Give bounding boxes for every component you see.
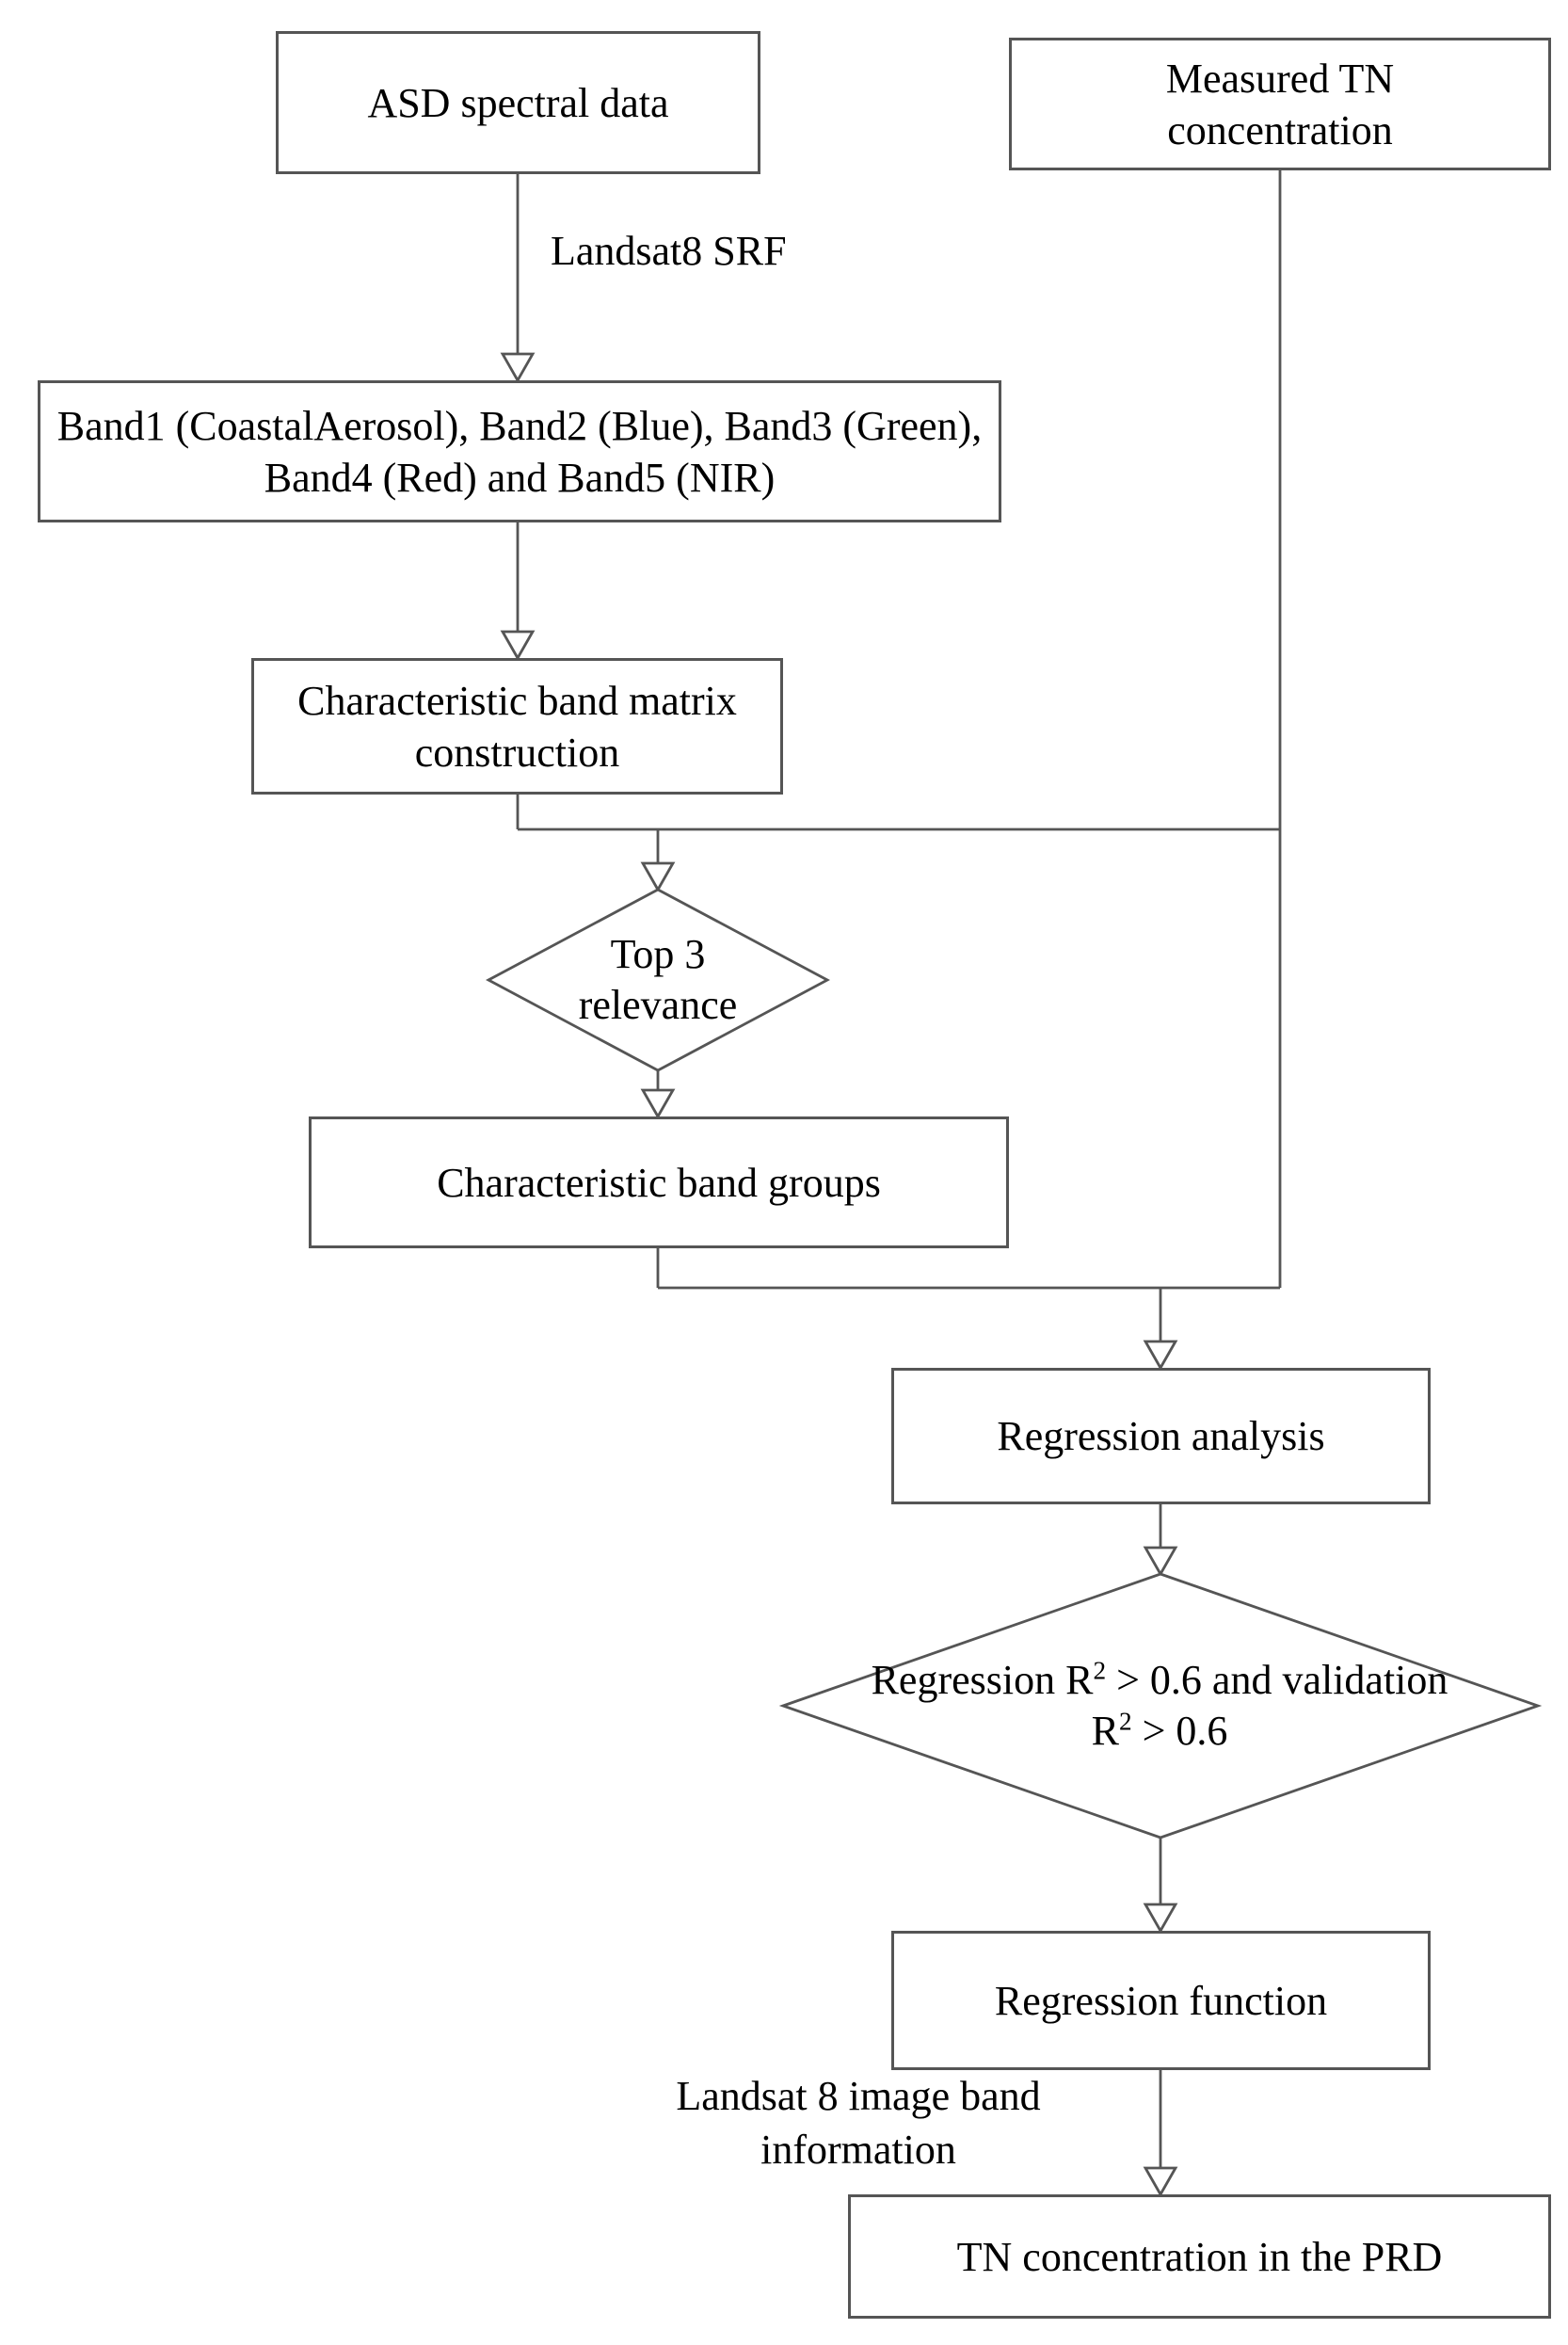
decision-regression-threshold-label: Regression $R^2 > 0.6$ and validation $R^2 > 0.6$ xyxy=(871,1656,1448,1754)
node-characteristic-band-matrix-label: Characteristic band matrix construction xyxy=(297,677,737,776)
arrowhead-regression xyxy=(1145,1341,1176,1368)
edge-label-landsat-srf xyxy=(551,224,787,278)
node-characteristic-band-matrix xyxy=(251,658,783,795)
node-characteristic-band-groups-label: Characteristic band groups xyxy=(437,1159,881,1206)
node-measured-tn xyxy=(1009,38,1551,170)
arrowhead-function xyxy=(1145,1904,1176,1931)
arrowhead-matrix xyxy=(503,632,533,658)
node-band-list-label: Band1 (CoastalAerosol), Band2 (Blue), Band3 (Green), Band4 (Red) and Band5 (NIR) xyxy=(56,402,983,501)
node-regression-analysis-label: Regression analysis xyxy=(997,1413,1325,1459)
node-regression-function-label: Regression function xyxy=(994,1977,1328,2024)
node-characteristic-band-groups xyxy=(309,1116,1009,1248)
edge-label-landsat-band-info-text: Landsat 8 image band information xyxy=(676,2073,1041,2174)
superscript-2: 2 xyxy=(1118,1707,1132,1736)
decision-top3-relevance-label: Top 3 relevance xyxy=(578,931,738,1028)
decision-top3-relevance xyxy=(545,899,771,1061)
arrowhead-top3 xyxy=(643,863,673,890)
node-regression-analysis xyxy=(891,1368,1431,1504)
node-asd-label: ASD spectral data xyxy=(367,79,669,126)
node-band-list xyxy=(38,380,1001,522)
arrowhead-check xyxy=(1145,1548,1176,1574)
node-asd-spectral-data xyxy=(276,31,760,174)
arrowhead-prd xyxy=(1145,2168,1176,2194)
edge-label-landsat-srf-text: Landsat8 SRF xyxy=(551,228,787,274)
arrowhead-groups xyxy=(643,1090,673,1116)
edge-label-landsat-band-info xyxy=(642,2069,1075,2176)
decision-regression-threshold xyxy=(868,1593,1451,1819)
node-regression-function xyxy=(891,1931,1431,2070)
node-tn-concentration-prd-label: TN concentration in the PRD xyxy=(956,2233,1443,2280)
superscript-2: 2 xyxy=(1093,1656,1107,1685)
node-tn-concentration-prd xyxy=(848,2194,1551,2319)
node-measured-tn-label: Measured TN concentration xyxy=(1165,55,1395,153)
arrowhead-bands xyxy=(503,354,533,380)
